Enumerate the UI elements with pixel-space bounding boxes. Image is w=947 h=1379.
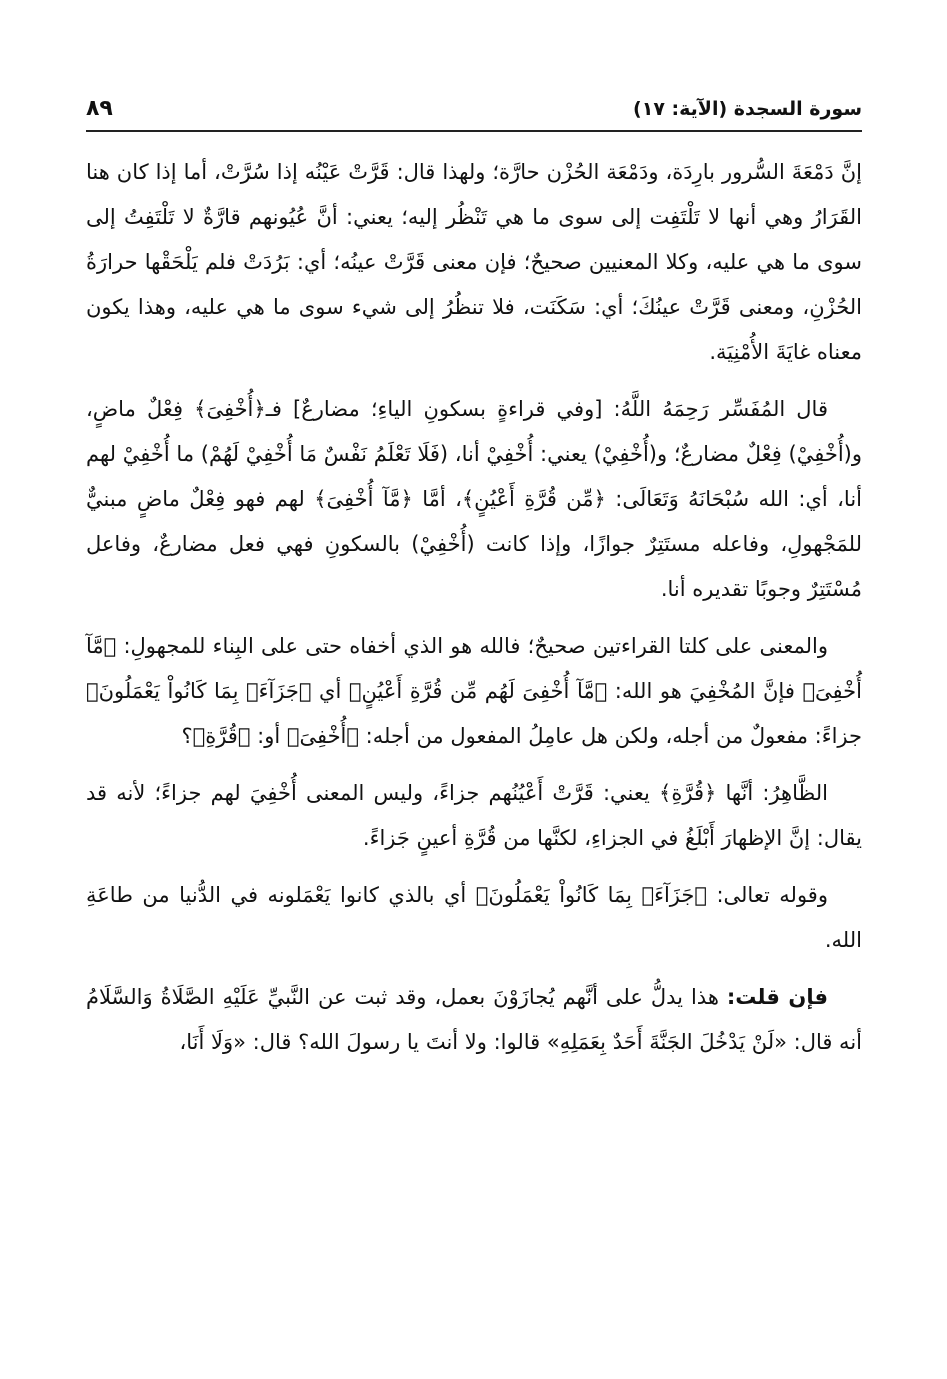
paragraph-text: والمعنى على كلتا القراءتين صحيحٌ؛ فالله هو الذي أخفاه حتى على البِناء للمجهولِ: ﴿مَّآ أُخْفِىَ﴾ فإنَّ المُخْفِيَ هو الله: ﴿مَّآ أُخْفِىَ لَهُم مِّن قُرَّةِ أَعْيُنٍ﴾ أي ﴿جَزَآءَۢ بِمَا كَانُواْ يَعْمَلُونَ﴾ جزاءً: مفعولٌ من أجله، ولكن هل عامِلُ المفعول من أجله: ﴿أُخْفِىَ﴾ أو: ﴿قُرَّةِ﴾؟: [86, 634, 862, 748]
paragraph-text: وقوله تعالى: ﴿جَزَآءَۢ بِمَا كَانُواْ يَعْمَلُونَ﴾ أي بالذي كانوا يَعْمَلونه في الدُّنيا من طاعَةِ الله.: [86, 883, 862, 952]
paragraph: [86, 771, 862, 861]
page-header: [86, 94, 862, 128]
paragraph-text: إنَّ دَمْعَةَ السُّرور بارِدَة، ودَمْعَة الحُزْن حارَّة؛ ولهذا قال: قَرَّتْ عَيْنُه إذا سُرَّتْ، أما إذا كان هنا القَرَارُ وهي أنها لا تَلْتَفِت إلى سوى ما هي تَنْظُر إليه؛ يعني: أنَّ عُيُونهم قارَّةٌ لا تَلْتَفِتُ إلى سوى ما هي عليه، وكلا المعنيين صحيحٌ؛ فإن معنى قَرَّتْ عينُه؛ أي: بَرُدَتْ فلم يَلْحَقْها حرارَةُ الحُزْنِ، ومعنى قَرَّتْ عينُكَ؛ أي: سَكَنَت، فلا تنظُرُ إلى شيء سوى ما هي عليه، وهذا يكون معناه غايَةَ الأُمْنِيَة.: [86, 160, 862, 364]
running-title: سورة السجدة (الآية: ١٧): [633, 98, 862, 120]
paragraph: [86, 975, 862, 1065]
paragraph-text: هذا يدلُّ على أنَّهم يُجازَوْنَ بعمل، وقد ثبت عن النَّبيِّ عَلَيْهِ الصَّلَاةُ وَالسَّلَامُ أنه قال: «لَنْ يَدْخُلَ الجَنَّةَ أَحَدٌ بِعَمَلِهِ» قالوا: ولا أنتَ يا رسولَ الله؟ قال: «وَلَا أَنَا،: [86, 985, 862, 1054]
paragraph: [86, 873, 862, 963]
paragraph-lead: فإن قلت:: [726, 985, 828, 1009]
page-number: ٨٩: [86, 96, 113, 121]
paragraph-text: قال المُفَسِّر رَحِمَهُ اللَّهُ: [وفي قراءةٍ بسكونِ الياءِ؛ مضارعٌ] فـ﴿أُخْفِىَ﴾ فِعْلٌ ماضٍ، و(أُخْفِيْ) فِعْلٌ مضارعٌ؛ و(أُخْفِيْ) يعني: أُخْفِيْ أنا، (فَلَا تَعْلَمُ نَفْسٌ مَا أُخْفِيْ لَهُمْ) ما أُخْفِيْ لهم أنا، أي: الله سُبْحَانَهُ وَتَعَالَى: ﴿مِّن قُرَّةِ أَعْيُنٍ﴾، أمَّا ﴿مَّآ أُخْفِىَ﴾ لهم فهو فِعْلٌ ماضٍ مبنيٌّ للمَجْهولِ، وفاعله مستَتِرٌ جوازًا، وإذا كانت (أُخْفِيْ) بالسكونِ فهي فعل مضارعٌ، وفاعل مُسْتَتِرٌ وجوبًا تقديره أنا.: [86, 397, 862, 601]
header-divider: [86, 130, 862, 132]
paragraph-text: الظَّاهِرُ: أنَّها ﴿قُرَّةِ﴾ يعني: قَرَّتْ أَعْيُنُهم جزاءً، وليس المعنى أُخْفِيَ لهم جزاءً؛ لأنه قد يقال: إنَّ الإظهارَ أَبْلَغُ في الجزاءِ، لكنَّها من قُرَّةِ أعينٍ جَزاءً.: [86, 781, 862, 850]
paragraph: [86, 150, 862, 375]
paragraph: [86, 624, 862, 759]
paragraph: [86, 387, 862, 612]
page-body: [86, 150, 862, 1077]
